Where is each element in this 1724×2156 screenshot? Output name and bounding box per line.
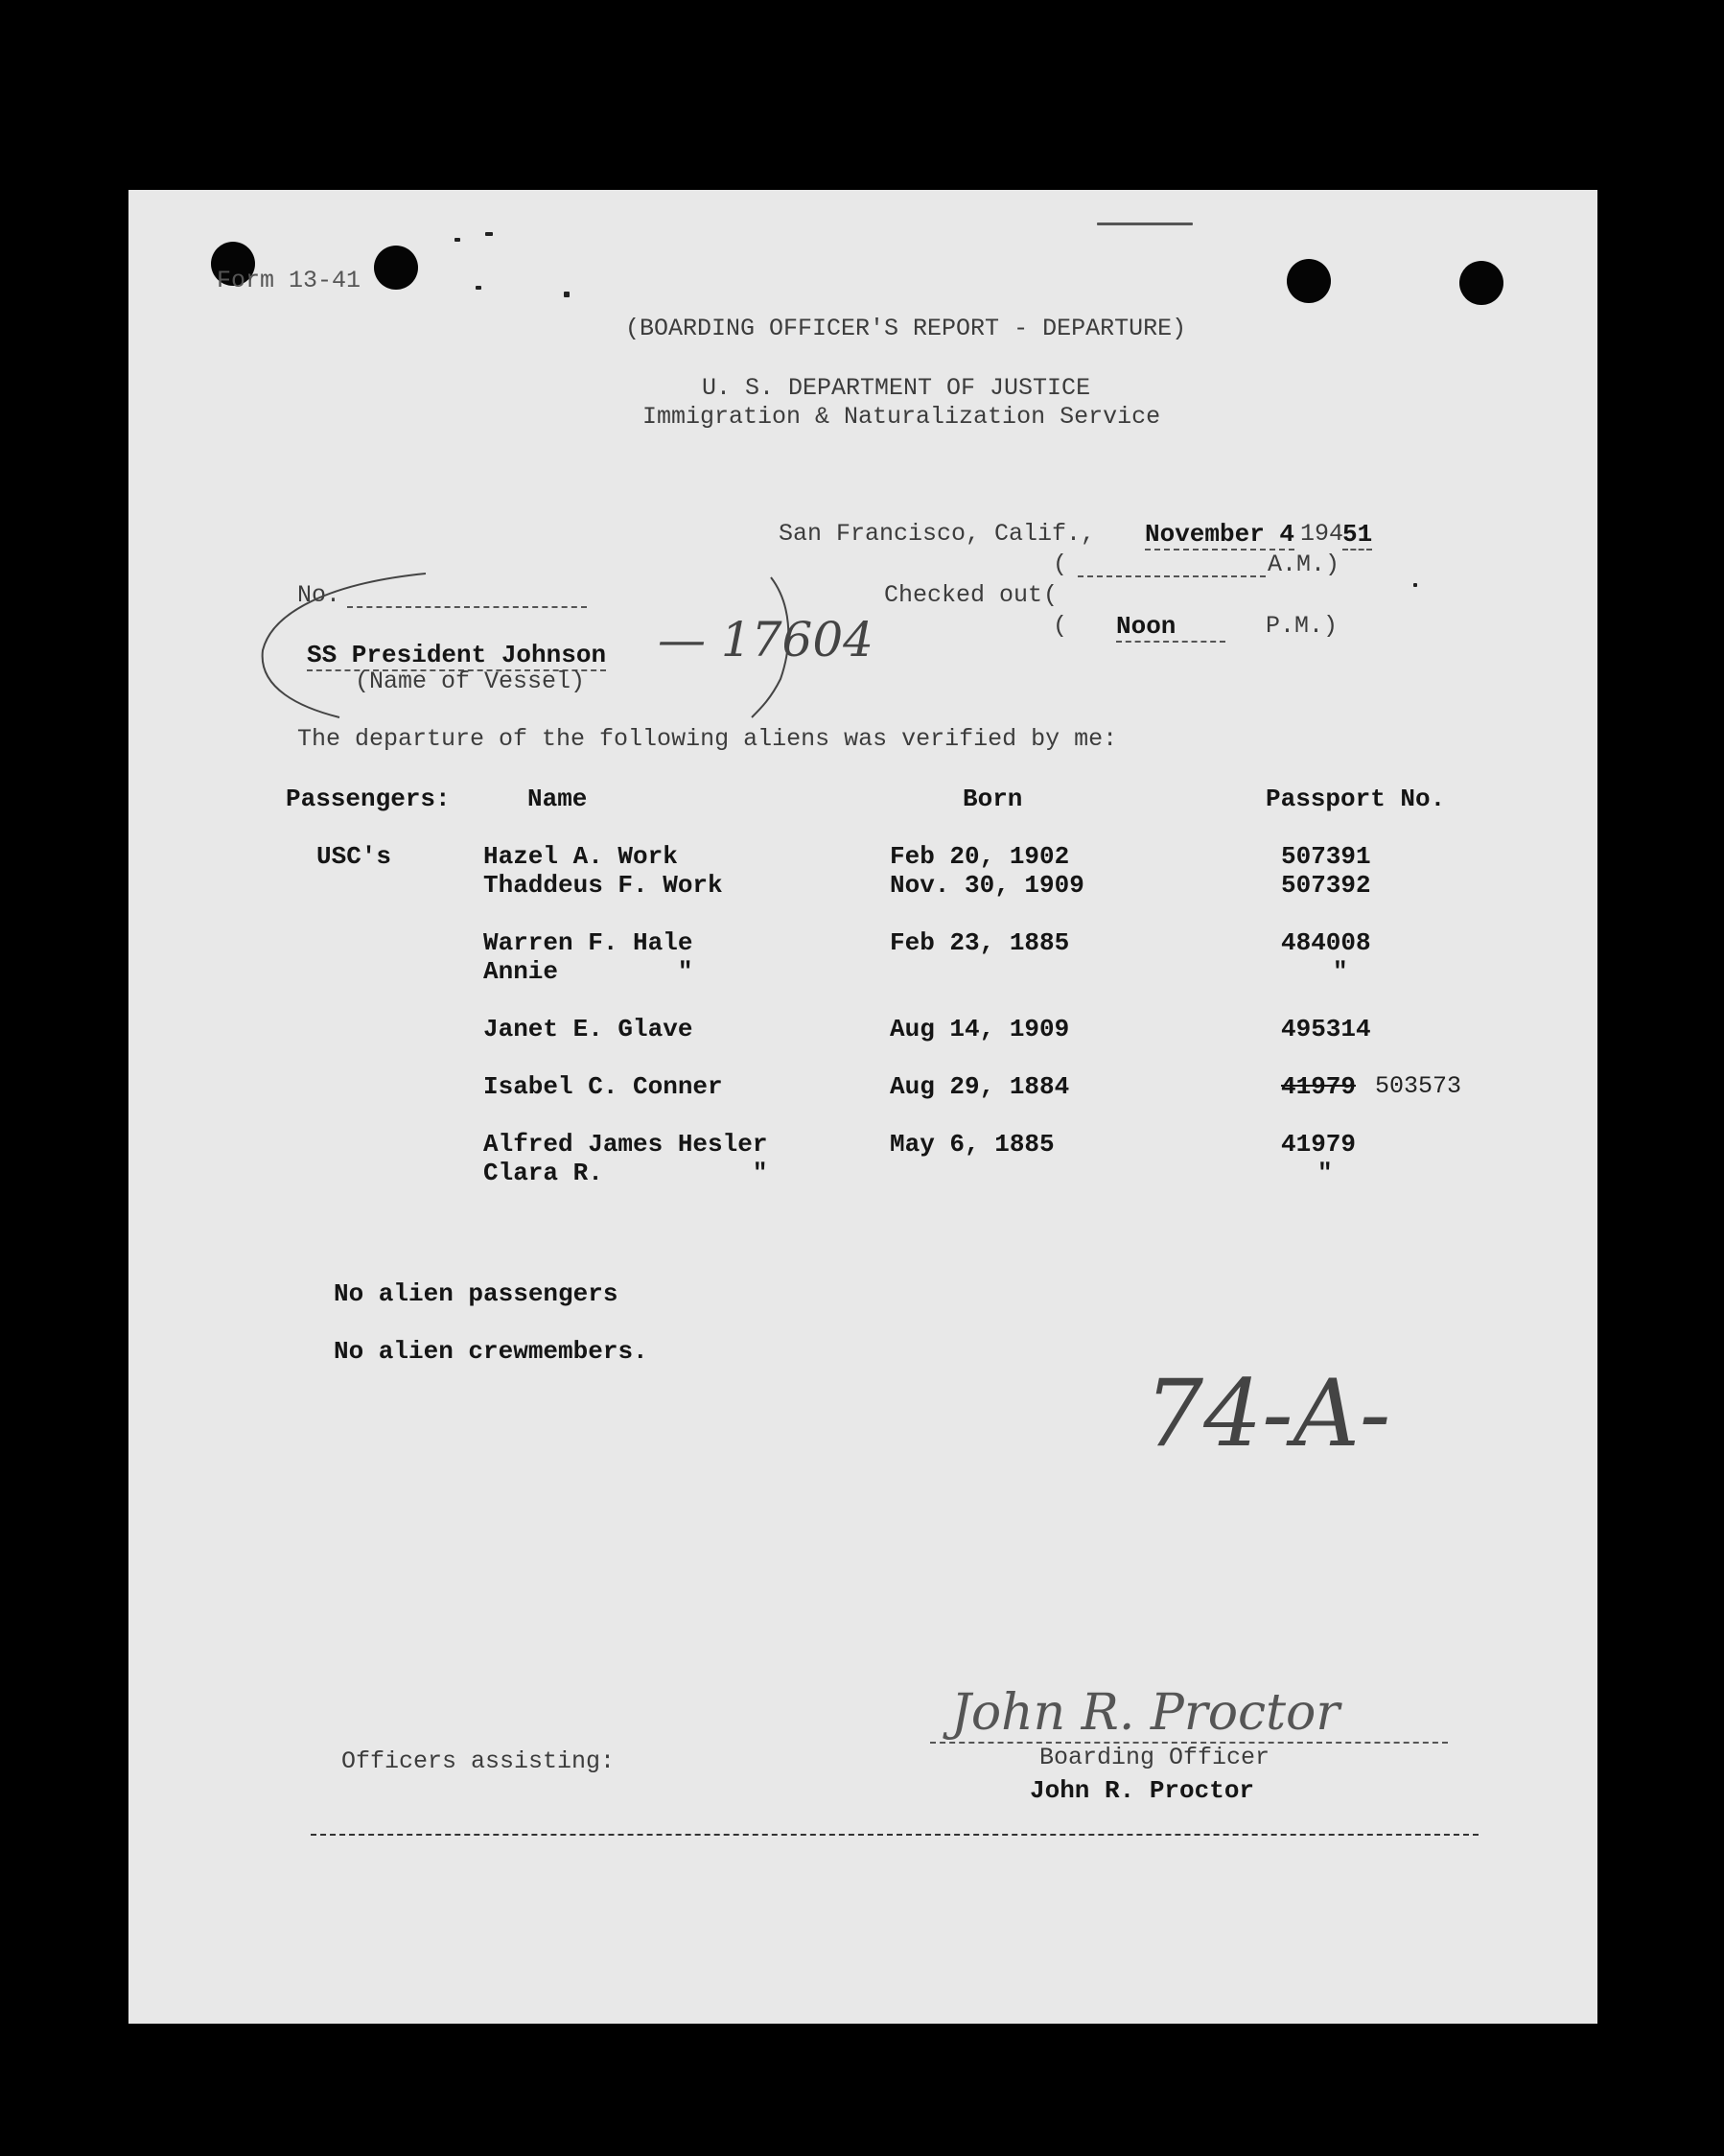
am-label: A.M.) [1268,551,1340,578]
passenger-passport: 503573 [1375,1072,1462,1100]
ink-speck [1413,583,1417,587]
passenger-passport: 507392 [1281,871,1371,900]
passenger-passport: " [1333,957,1348,986]
verification-statement: The departure of the following aliens was verified by me: [297,725,1118,753]
officers-assisting-label: Officers assisting: [341,1747,616,1775]
passenger-passport-struck: 41979 [1281,1072,1357,1101]
pm-label: P.M.) [1266,612,1339,640]
passenger-passport: 507391 [1281,842,1371,871]
handwritten-mark: 74-A- [1145,1360,1391,1467]
punch-hole-left-2 [374,246,418,290]
no-label: No. [297,581,341,609]
year-suffix: 51 [1342,520,1373,549]
passenger-born: Nov. 30, 1909 [890,871,1084,900]
passenger-name: Annie " [483,957,693,986]
year-prefix: 194 [1300,520,1344,548]
punch-hole-right-1 [1287,259,1331,303]
am-blank [1078,551,1266,577]
departure-date: November 4 [1145,520,1295,549]
checked-out-time: Noon [1116,612,1225,643]
passenger-passport: 495314 [1281,1015,1371,1043]
passport-header: Passport No. [1266,785,1446,813]
born-header: Born [963,785,1023,813]
officer-signature: John R. Proctor [951,1684,1340,1742]
passenger-born: Feb 23, 1885 [890,928,1070,957]
officer-name: John R. Proctor [1030,1776,1255,1805]
bottom-rule [311,1834,1479,1836]
department-name: U. S. DEPARTMENT OF JUSTICE [702,374,1091,402]
no-alien-crew: No alien crewmembers. [334,1337,648,1366]
checked-out-label: Checked out [884,581,1043,609]
passenger-name: Thaddeus F. Work [483,871,723,900]
usc-group-label: USC's [316,842,392,871]
ink-speck [454,238,460,242]
pm-paren-open: ( [1053,612,1068,640]
report-title: (BOARDING OFFICER'S REPORT - DEPARTURE) [625,315,1187,342]
passenger-name: Alfred James Hesler [483,1130,768,1159]
ink-speck [564,292,570,297]
no-alien-passengers: No alien passengers [334,1279,618,1308]
vessel-caption: (Name of Vessel) [355,668,586,695]
passenger-born: Aug 29, 1884 [890,1072,1070,1101]
passenger-name: Hazel A. Work [483,842,678,871]
officer-title: Boarding Officer [1039,1744,1270,1771]
document-page [128,190,1597,2024]
ink-speck [1097,223,1193,225]
passenger-born: May 6, 1885 [890,1130,1055,1159]
passengers-header: Passengers: [286,785,451,813]
location: San Francisco, Calif., [779,520,1096,548]
ink-speck [476,286,481,290]
handwritten-file-number: — 17604 [658,612,874,668]
passenger-name: Clara R. " [483,1159,768,1187]
passenger-name: Isabel C. Conner [483,1072,723,1101]
passenger-passport: 41979 [1281,1130,1357,1159]
passenger-passport: " [1317,1159,1333,1187]
passenger-name: Janet E. Glave [483,1015,693,1043]
passenger-born: Feb 20, 1902 [890,842,1070,871]
name-header: Name [527,785,588,813]
passenger-passport: 484008 [1281,928,1371,957]
passenger-name: Warren F. Hale [483,928,693,957]
handwritten-bracket-circle [215,564,828,727]
ink-speck [485,232,493,236]
punch-hole-right-2 [1459,261,1503,305]
am-paren-open: ( [1053,551,1068,578]
form-number: Form 13-41 [217,267,361,294]
service-name: Immigration & Naturalization Service [642,403,1161,431]
vessel-name: SS President Johnson [307,641,607,669]
checked-out-paren: ( [1043,581,1059,609]
passenger-born: Aug 14, 1909 [890,1015,1070,1043]
